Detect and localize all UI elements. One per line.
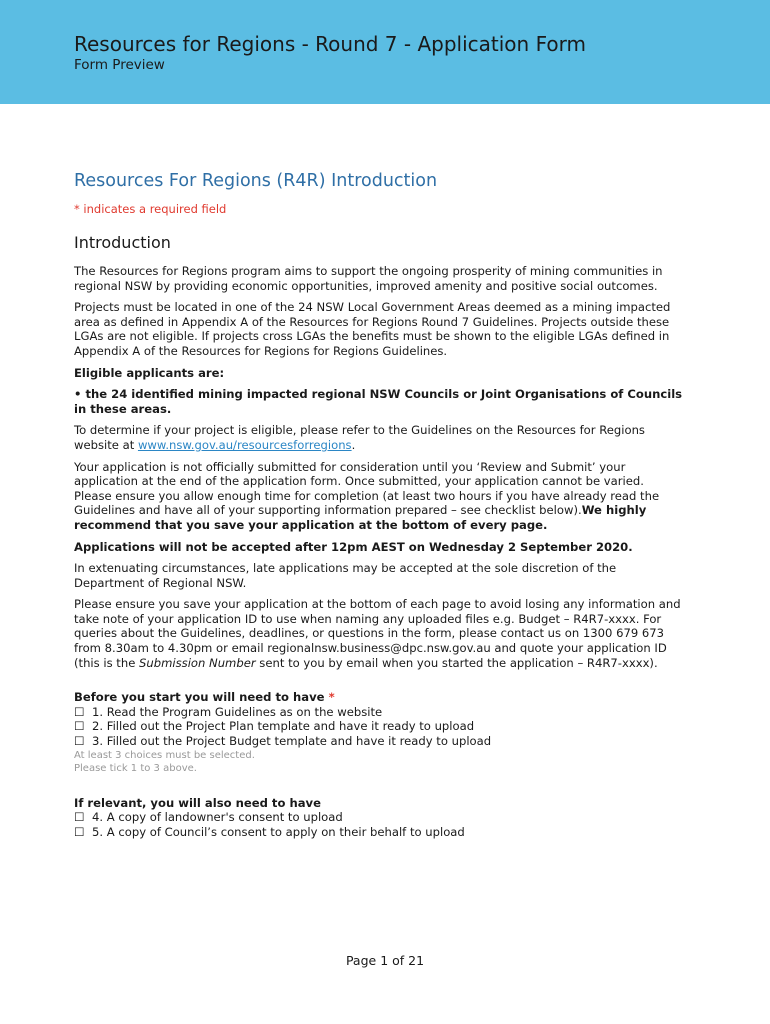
checklist-option-5[interactable] [74, 825, 684, 840]
p6-suffix: sent to you by email when you started the application – R4R7-xxxx). [255, 655, 658, 670]
intro-paragraph-2: Projects must be located in one of the 24 NSW Local Government Areas deemed as a mining impacted area as defined in Appendix A of the Resources for Regions Round 7 Guidelines. Projects outside these LGAs are not eligible. If projects cross LGAs the benefits must be shown to the eligible LGAs defined in Appendix A of the Resources for Regions for Regions Guidelines. [74, 300, 671, 358]
eligible-heading: Eligible applicants are: [74, 365, 225, 380]
form-title: Resources for Regions - Round 7 - Application Form [74, 32, 586, 56]
form-content [74, 168, 684, 839]
before-start-label-text: Before you start you will need to have [74, 690, 325, 705]
checklist-option-label: 3. Filled out the Project Budget template and have it ready to upload [92, 734, 492, 749]
p3-prefix: To determine if your project is eligible, please refer to the Guidelines on the Resources for Regions website at [74, 423, 645, 452]
section-title: Resources For Regions (R4R) Introduction [74, 171, 438, 191]
checklist-option-label: 5. A copy of Council’s consent to apply on their behalf to upload [92, 824, 465, 839]
checkbox-icon[interactable]: ☐ [74, 824, 85, 839]
header-banner [0, 0, 770, 104]
checkbox-icon[interactable]: ☐ [74, 704, 85, 719]
checkbox-icon[interactable]: ☐ [74, 734, 85, 749]
page-number: Page 1 of 21 [345, 953, 425, 968]
required-asterisk: * [328, 690, 335, 705]
p6-submission-number: Submission Number [139, 655, 256, 670]
p4-text: Your application is not officially submitted for consideration until you ‘Review and Submit’ your application at the end of the application form. Once submitted, your application cannot be varied. Please ensure you allow enough time for completion (at least two hours if you have already read the Guidelines and have all of your supporting information prepared – see checklist below). [74, 459, 660, 518]
checklist-option-1[interactable] [74, 705, 684, 720]
required-field-note: * indicates a required field [74, 202, 227, 216]
checklist-option-label: 2. Filled out the Project Plan template and have it ready to upload [92, 719, 475, 734]
checklist-option-4[interactable] [74, 810, 684, 825]
intro-heading: Introduction [74, 233, 171, 252]
intro-paragraph-6 [74, 597, 684, 670]
deadline-notice: Applications will not be accepted after 12pm AEST on Wednesday 2 September 2020. [74, 539, 633, 554]
intro-paragraph-5: In extenuating circumstances, late applications may be accepted at the sole discretion of the Department of Regional NSW. [74, 561, 617, 590]
checklist-option-label: 1. Read the Program Guidelines as on the website [92, 704, 383, 719]
before-start-label [74, 690, 684, 705]
checklist-option-label: 4. A copy of landowner's consent to upload [92, 810, 343, 825]
checkbox-icon[interactable]: ☐ [74, 719, 85, 734]
p3-suffix: . [351, 437, 356, 452]
choice-hint-1: At least 3 choices must be selected. [74, 749, 255, 761]
choice-hint-2: Please tick 1 to 3 above. [74, 763, 197, 775]
intro-paragraph-4 [74, 460, 684, 533]
intro-paragraph-3 [74, 423, 684, 452]
intro-paragraph-1: The Resources for Regions program aims to support the ongoing prosperity of mining communities in regional NSW by providing economic opportunities, improved amenity and positive social outcomes. [74, 264, 663, 293]
p6-text: Please ensure you save your application at the bottom of each page to avoid losing any information and take note of your application ID to use when naming any uploaded files e.g. Budget – R4R7-xxxx. For queries about the Guidelines, deadlines, or questions in the form, please contact us on 1300 679 673 from 8.30am to 4.30pm or email regionalnsw.business@dpc.nsw.gov.au and quote your application ID (this is the [74, 597, 681, 670]
checkbox-icon[interactable]: ☐ [74, 810, 85, 825]
checklist-option-3[interactable] [74, 734, 684, 749]
form-subtitle: Form Preview [74, 57, 165, 73]
if-relevant-label: If relevant, you will also need to have [74, 795, 321, 810]
eligible-item: • the 24 identified mining impacted regional NSW Councils or Joint Organisations of Councils in these areas. [74, 387, 683, 416]
checklist-option-2[interactable] [74, 719, 684, 734]
resources-website-link[interactable]: www.nsw.gov.au/resourcesforregions [137, 437, 352, 452]
p4-save-recommendation: We highly recommend that you save your application at the bottom of every page. [74, 503, 647, 532]
